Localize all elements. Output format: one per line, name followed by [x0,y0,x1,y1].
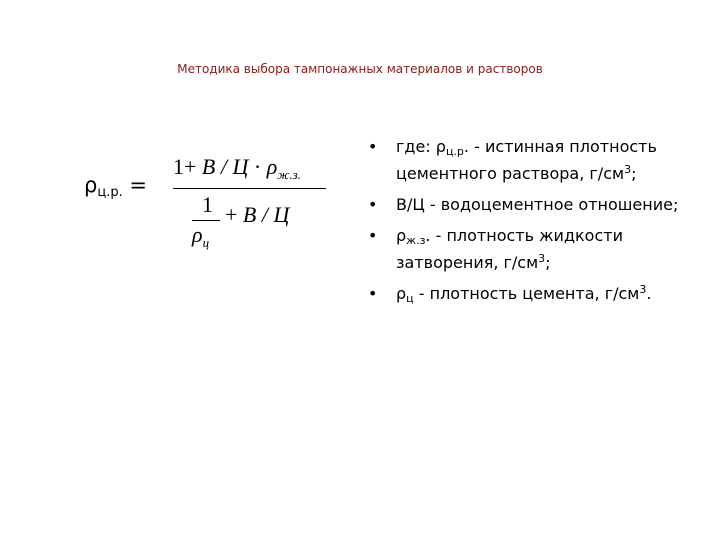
den-one: 1 [202,192,213,217]
den-plus: + [225,202,238,227]
density-formula [165,146,350,256]
item-text: . - плотность жидкости затворения, г/см [396,226,623,272]
item-superscript: 3 [639,283,647,296]
formula-numerator [173,154,301,183]
item-text: - плотность цемента, г/см [413,284,640,303]
inner-fraction-bar [192,220,220,221]
num-one: 1 [173,154,184,179]
item-subscript: ц [406,292,414,305]
list-item [366,136,686,185]
item-superscript: 3 [538,252,546,265]
bullet-dot: • [368,226,378,245]
item-text: В/Ц - водоцементное отношение; [396,195,679,214]
den-rho [192,222,209,251]
den-ratio: В / Ц [242,202,290,227]
item-text: ; [631,164,637,183]
definitions-list [366,136,686,319]
item-text: ρ [396,284,407,303]
lhs-equals: = [129,173,148,197]
num-rho-sub: ж.з. [277,167,301,182]
slide-title: Методика выбора тампонажных материалов и растворов [177,62,543,76]
item-text: . - истинная плотность цементного раствора, г/см [396,137,657,183]
lhs-subscript: ц.р. [97,185,123,200]
item-subscript: ж.з [406,234,426,247]
item-subscript: ц.р [445,145,464,158]
main-fraction-bar [173,188,326,189]
lhs-rho-symbol: ρ [84,173,98,197]
item-text: где: ρ [396,137,446,156]
bullet-dot: • [368,284,378,303]
den-rest [225,202,289,228]
den-rho-sub: ц [202,235,210,250]
item-text: . [646,284,652,303]
list-item [366,194,686,216]
list-item [366,283,686,310]
bullet-dot: • [368,195,378,214]
formula-lhs [84,173,147,200]
num-rho: ρ [266,154,278,179]
item-text: ; [545,253,551,272]
item-superscript: 3 [624,163,632,176]
num-dot: · [253,154,262,179]
item-text: ρ [396,226,407,245]
den-rho-symbol: ρ [192,222,203,247]
num-plus: + [184,154,197,179]
num-ratio: В / Ц [201,154,249,179]
bullet-dot: • [368,137,378,156]
list-item [366,225,686,274]
